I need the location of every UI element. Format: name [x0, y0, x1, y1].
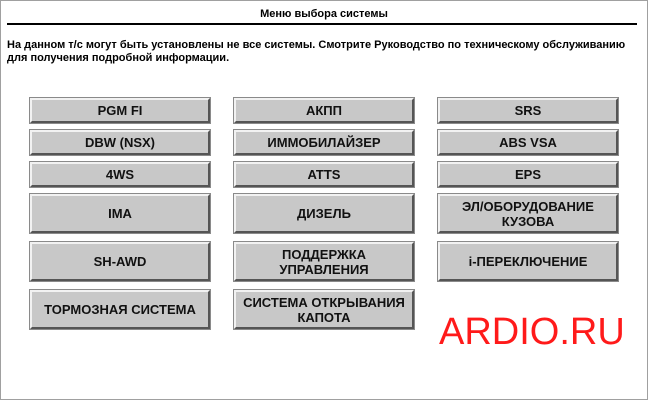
atts-button[interactable]: ATTS	[234, 162, 414, 187]
eps-button[interactable]: EPS	[438, 162, 618, 187]
steering-support-button[interactable]: ПОДДЕРЖКА УПРАВЛЕНИЯ	[234, 242, 414, 281]
title-divider	[7, 23, 637, 25]
akpp-button[interactable]: АКПП	[234, 98, 414, 123]
abs-vsa-button[interactable]: ABS VSA	[438, 130, 618, 155]
window-title: Меню выбора системы	[260, 8, 388, 20]
srs-button[interactable]: SRS	[438, 98, 618, 123]
4ws-button[interactable]: 4WS	[30, 162, 210, 187]
i-switch-button[interactable]: i-ПЕРЕКЛЮЧЕНИЕ	[438, 242, 618, 281]
ima-button[interactable]: IMA	[30, 194, 210, 233]
brake-system-button[interactable]: ТОРМОЗНАЯ СИСТЕМА	[30, 290, 210, 329]
hood-opening-system-button[interactable]: СИСТЕМА ОТКРЫВАНИЯ КАПОТА	[234, 290, 414, 329]
dbw-nsx-button[interactable]: DBW (NSX)	[30, 130, 210, 155]
pgm-fi-button[interactable]: PGM FI	[30, 98, 210, 123]
watermark-text: ARDIO.RU	[439, 311, 625, 353]
immobilizer-button[interactable]: ИММОБИЛАЙЗЕР	[234, 130, 414, 155]
diesel-button[interactable]: ДИЗЕЛЬ	[234, 194, 414, 233]
notice-text: На данном т/с могут быть установлены не все системы. Смотрите Руководство по техническому обслуживанию для получения подробной информации.	[7, 39, 626, 64]
body-electrical-button[interactable]: ЭЛ/ОБОРУДОВАНИЕ КУЗОВА	[438, 194, 618, 233]
sh-awd-button[interactable]: SH-AWD	[30, 242, 210, 281]
